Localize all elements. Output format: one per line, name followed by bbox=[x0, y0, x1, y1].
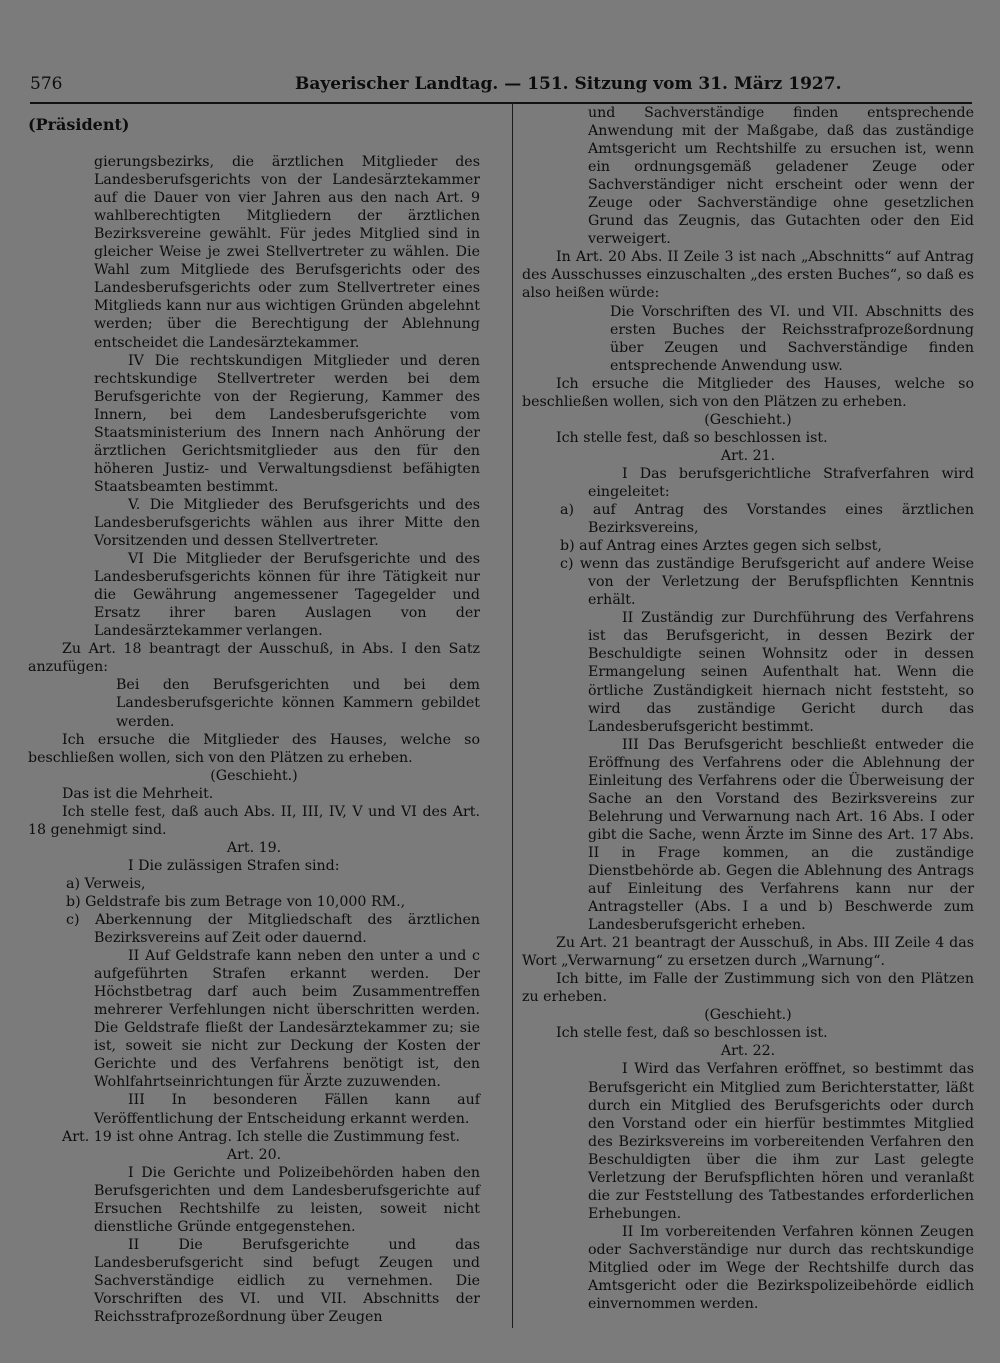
list-item: a) Verweis, bbox=[66, 875, 146, 892]
list-item: c) Aberkennung der Mitgliedschaft des ärztlichen Bezirksvereins auf Zeit oder dauernd. bbox=[66, 912, 480, 947]
paragraph: I Die zulässigen Strafen sind: bbox=[128, 857, 340, 874]
article-heading: Art. 20. bbox=[226, 1146, 282, 1163]
page-number: 576 bbox=[30, 74, 63, 94]
list-item: a) auf Antrag des Vorstandes eines ärztlichen Bezirksvereins, bbox=[560, 502, 974, 537]
stage-direction: (Geschieht.) bbox=[704, 1007, 792, 1024]
paragraph: Ich stelle fest, daß so beschlossen ist. bbox=[556, 1025, 828, 1042]
paragraph: In Art. 20 Abs. II Zeile 3 ist nach „Abschnitts“ auf Antrag des Ausschusses einzuschalten „des ersten Buches“, so daß es also heißen würde: bbox=[522, 249, 974, 302]
paragraph: VI Die Mitglieder der Berufsgerichte und des Landesberufsgerichts können für ihre Tätigkeit nur die Gewährung angemessener Tagegelder und Ersatz ihrer baren Auslagen von der Landesärztekammer verlangen. bbox=[94, 551, 480, 640]
paragraph: III Das Berufsgericht beschließt entweder die Eröffnung des Verfahrens oder die Ablehnung der Einleitung des Verfahrens oder die Überweisung der Sache an den Vorstand des Bezirksvereins zur Belehrung und Verwarnung nach Art. 16 Abs. I oder gibt die Sache, wenn Ärzte im Sinne des Art. 17 Abs. II in Frage kommen, an die zuständige Dienstbehörde ab. Gegen die Ablehnung des Antrags auf Einleitung des Verfahrens kann nur der Antragsteller (Abs. I a und b) Beschwerde zum Landesberufsgericht erheben. bbox=[588, 736, 974, 934]
running-title: Bayerischer Landtag. — 151. Sitzung vom 31. März 1927. bbox=[295, 74, 842, 94]
paragraph: Zu Art. 21 beantragt der Ausschuß, in Abs. III Zeile 4 das Wort „Verwarnung“ zu ersetzen durch „Warnung“. bbox=[522, 935, 974, 970]
paragraph: I Das berufsgerichtliche Strafverfahren wird eingeleitet: bbox=[588, 465, 974, 500]
left-column bbox=[28, 104, 480, 1326]
paragraph: III In besonderen Fällen kann auf Veröffentlichung der Entscheidung erkannt werden. bbox=[94, 1092, 480, 1127]
paragraph: Art. 19 ist ohne Antrag. Ich stelle die Zustimmung fest. bbox=[62, 1128, 460, 1145]
paragraph: I Die Gerichte und Polizeibehörden haben den Berufsgerichten und dem Landesberufsgerichte auf Ersuchen Rechtshilfe zu leisten, soweit nicht dienstliche Gründe entgegenstehen. bbox=[94, 1164, 480, 1235]
stage-direction: (Geschieht.) bbox=[704, 411, 792, 428]
paragraph: Ich stelle fest, daß auch Abs. II, III, IV, V und VI des Art. 18 genehmigt sind. bbox=[28, 803, 480, 838]
paragraph: II Die Berufsgerichte und das Landesberufsgericht sind befugt Zeugen und Sachverständige eidlich zu vernehmen. Die Vorschriften des VI. und VII. Abschnitts der Reichsstrafprozeßordnung über Zeugen bbox=[94, 1236, 480, 1326]
paragraph: I Wird das Verfahren eröffnet, so bestimmt das Berufsgericht ein Mitglied zum Berichterstatter, läßt durch ein Mitglied des Berufsgerichts oder durch den Vorstand oder ein hierfür bestimmtes Mitglied des Bezirksvereins im vorbereitenden Verfahren den Beschuldigten über die ihm zur Last gelegte Verletzung der Berufspflichten hören und veranlaßt die zur Feststellung des Tatbestandes erforderlichen Erhebungen. bbox=[588, 1061, 974, 1222]
stage-direction: (Geschieht.) bbox=[210, 767, 298, 784]
article-heading: Art. 22. bbox=[720, 1043, 776, 1060]
list-item: b) auf Antrag eines Arztes gegen sich selbst, bbox=[560, 538, 882, 555]
list-item: b) Geldstrafe bis zum Betrage von 10,000 RM., bbox=[66, 893, 406, 910]
paragraph: gierungsbezirks, die ärztlichen Mitglieder des Landesberufsgerichts von der Landesärztekammer auf die Dauer von vier Jahren aus den nach Art. 9 wahlberechtigten Mitgliedern der ärztlichen Bezirksvereine gewählt. Für jedes Mitglied sind in gleicher Weise je zwei Stellvertreter zu wählen. Die Wahl zum Mitgliede des Berufsgerichts oder des Landesberufsgerichts oder zum Stellvertreter eines Mitglieds kann nur aus wichtigen Gründen abgelehnt werden; über die Berechtigung der Ablehnung entscheidet die Landesärztekammer. bbox=[94, 154, 480, 351]
paragraph: Zu Art. 18 beantragt der Ausschuß, in Abs. I den Satz anzufügen: bbox=[28, 641, 480, 676]
paragraph: Ich stelle fest, daß so beschlossen ist. bbox=[556, 429, 828, 446]
paragraph: II Auf Geldstrafe kann neben den unter a und c aufgeführten Strafen erkannt werden. Der Höchstbetrag darf auch beim Zusammentreffen mehrerer Verfehlungen nicht überschritten werden. Die Geldstrafe fließt der Landesärztekammer zu; sie ist, soweit sie nicht zur Deckung der Kosten der Gerichte und des Verfahrens benötigt ist, den Wohlfahrtseinrichtungen für Ärzte zuzuwenden. bbox=[94, 948, 480, 1091]
quoted-text: Bei den Berufsgerichten und bei dem Landesberufsgerichte können Kammern gebildet werden. bbox=[116, 677, 480, 730]
list-item: c) wenn das zuständige Berufsgericht auf andere Weise von der Verletzung der Berufspflichten Kenntnis erhält. bbox=[560, 556, 974, 609]
paragraph: II Im vorbereitenden Verfahren können Zeugen oder Sachverständige nur durch das rechtskundige Mitglied oder im Wege der Rechtshilfe durch das Amtsgericht oder die Bezirkspolizeibehörde eidlich einvernommen werden. bbox=[588, 1223, 974, 1313]
paragraph: Ich ersuche die Mitglieder des Hauses, welche so beschließen wollen, sich von den Plätzen zu erheben. bbox=[522, 375, 974, 410]
paragraph: Ich ersuche die Mitglieder des Hauses, welche so beschließen wollen, sich von den Plätzen zu erheben. bbox=[28, 731, 480, 766]
column-divider bbox=[512, 103, 513, 1328]
page-header bbox=[30, 74, 970, 100]
paragraph: Das ist die Mehrheit. bbox=[62, 785, 214, 802]
paragraph: IV Die rechtskundigen Mitglieder und deren rechtskundige Stellvertreter werden bei dem Berufsgerichte von der Regierung, Kammer des Innern, bei dem Landesberufsgerichte vom Staatsministerium des Innern nach Anhörung der ärztlichen Gerichtsmitglieder aus den für den höheren Justiz- und Verwaltungsdienst befähigten Staatsbeamten bestimmt. bbox=[94, 352, 480, 495]
speaker-label: (Präsident) bbox=[28, 115, 130, 134]
article-heading: Art. 19. bbox=[226, 839, 282, 856]
article-heading: Art. 21. bbox=[720, 447, 776, 464]
paragraph: Ich bitte, im Falle der Zustimmung sich von den Plätzen zu erheben. bbox=[522, 971, 974, 1006]
paragraph: und Sachverständige finden entsprechende Anwendung mit der Maßgabe, daß das zuständige Amtsgericht um Rechtshilfe zu ersuchen ist, wenn ein ordnungsgemäß geladener Zeuge oder Sachverständiger nicht erscheint oder wenn der Zeuge oder Sachverständige ohne gesetzlichen Grund das Zeugnis, das Gutachten oder den Eid verweigert. bbox=[588, 105, 974, 248]
right-column bbox=[522, 104, 974, 1313]
paragraph: II Zuständig zur Durchführung des Verfahrens ist das Berufsgericht, in dessen Bezirk der Beschuldigte seinen Wohnsitz oder in dessen Ermangelung seinen Aufenthalt hat. Wenn die örtliche Zuständigkeit hiernach nicht feststeht, so wird das zuständige Gericht durch das Landesberufsgericht bestimmt. bbox=[588, 610, 974, 735]
paragraph: V. Die Mitglieder des Berufsgerichts und des Landesberufsgerichts wählen aus ihrer Mitte den Vorsitzenden und dessen Stellvertreter. bbox=[94, 496, 480, 550]
quoted-text: Die Vorschriften des VI. und VII. Abschnitts des ersten Buches der Reichsstrafprozeßordnung über Zeugen und Sachverständige finden entsprechende Anwendung usw. bbox=[610, 303, 974, 374]
